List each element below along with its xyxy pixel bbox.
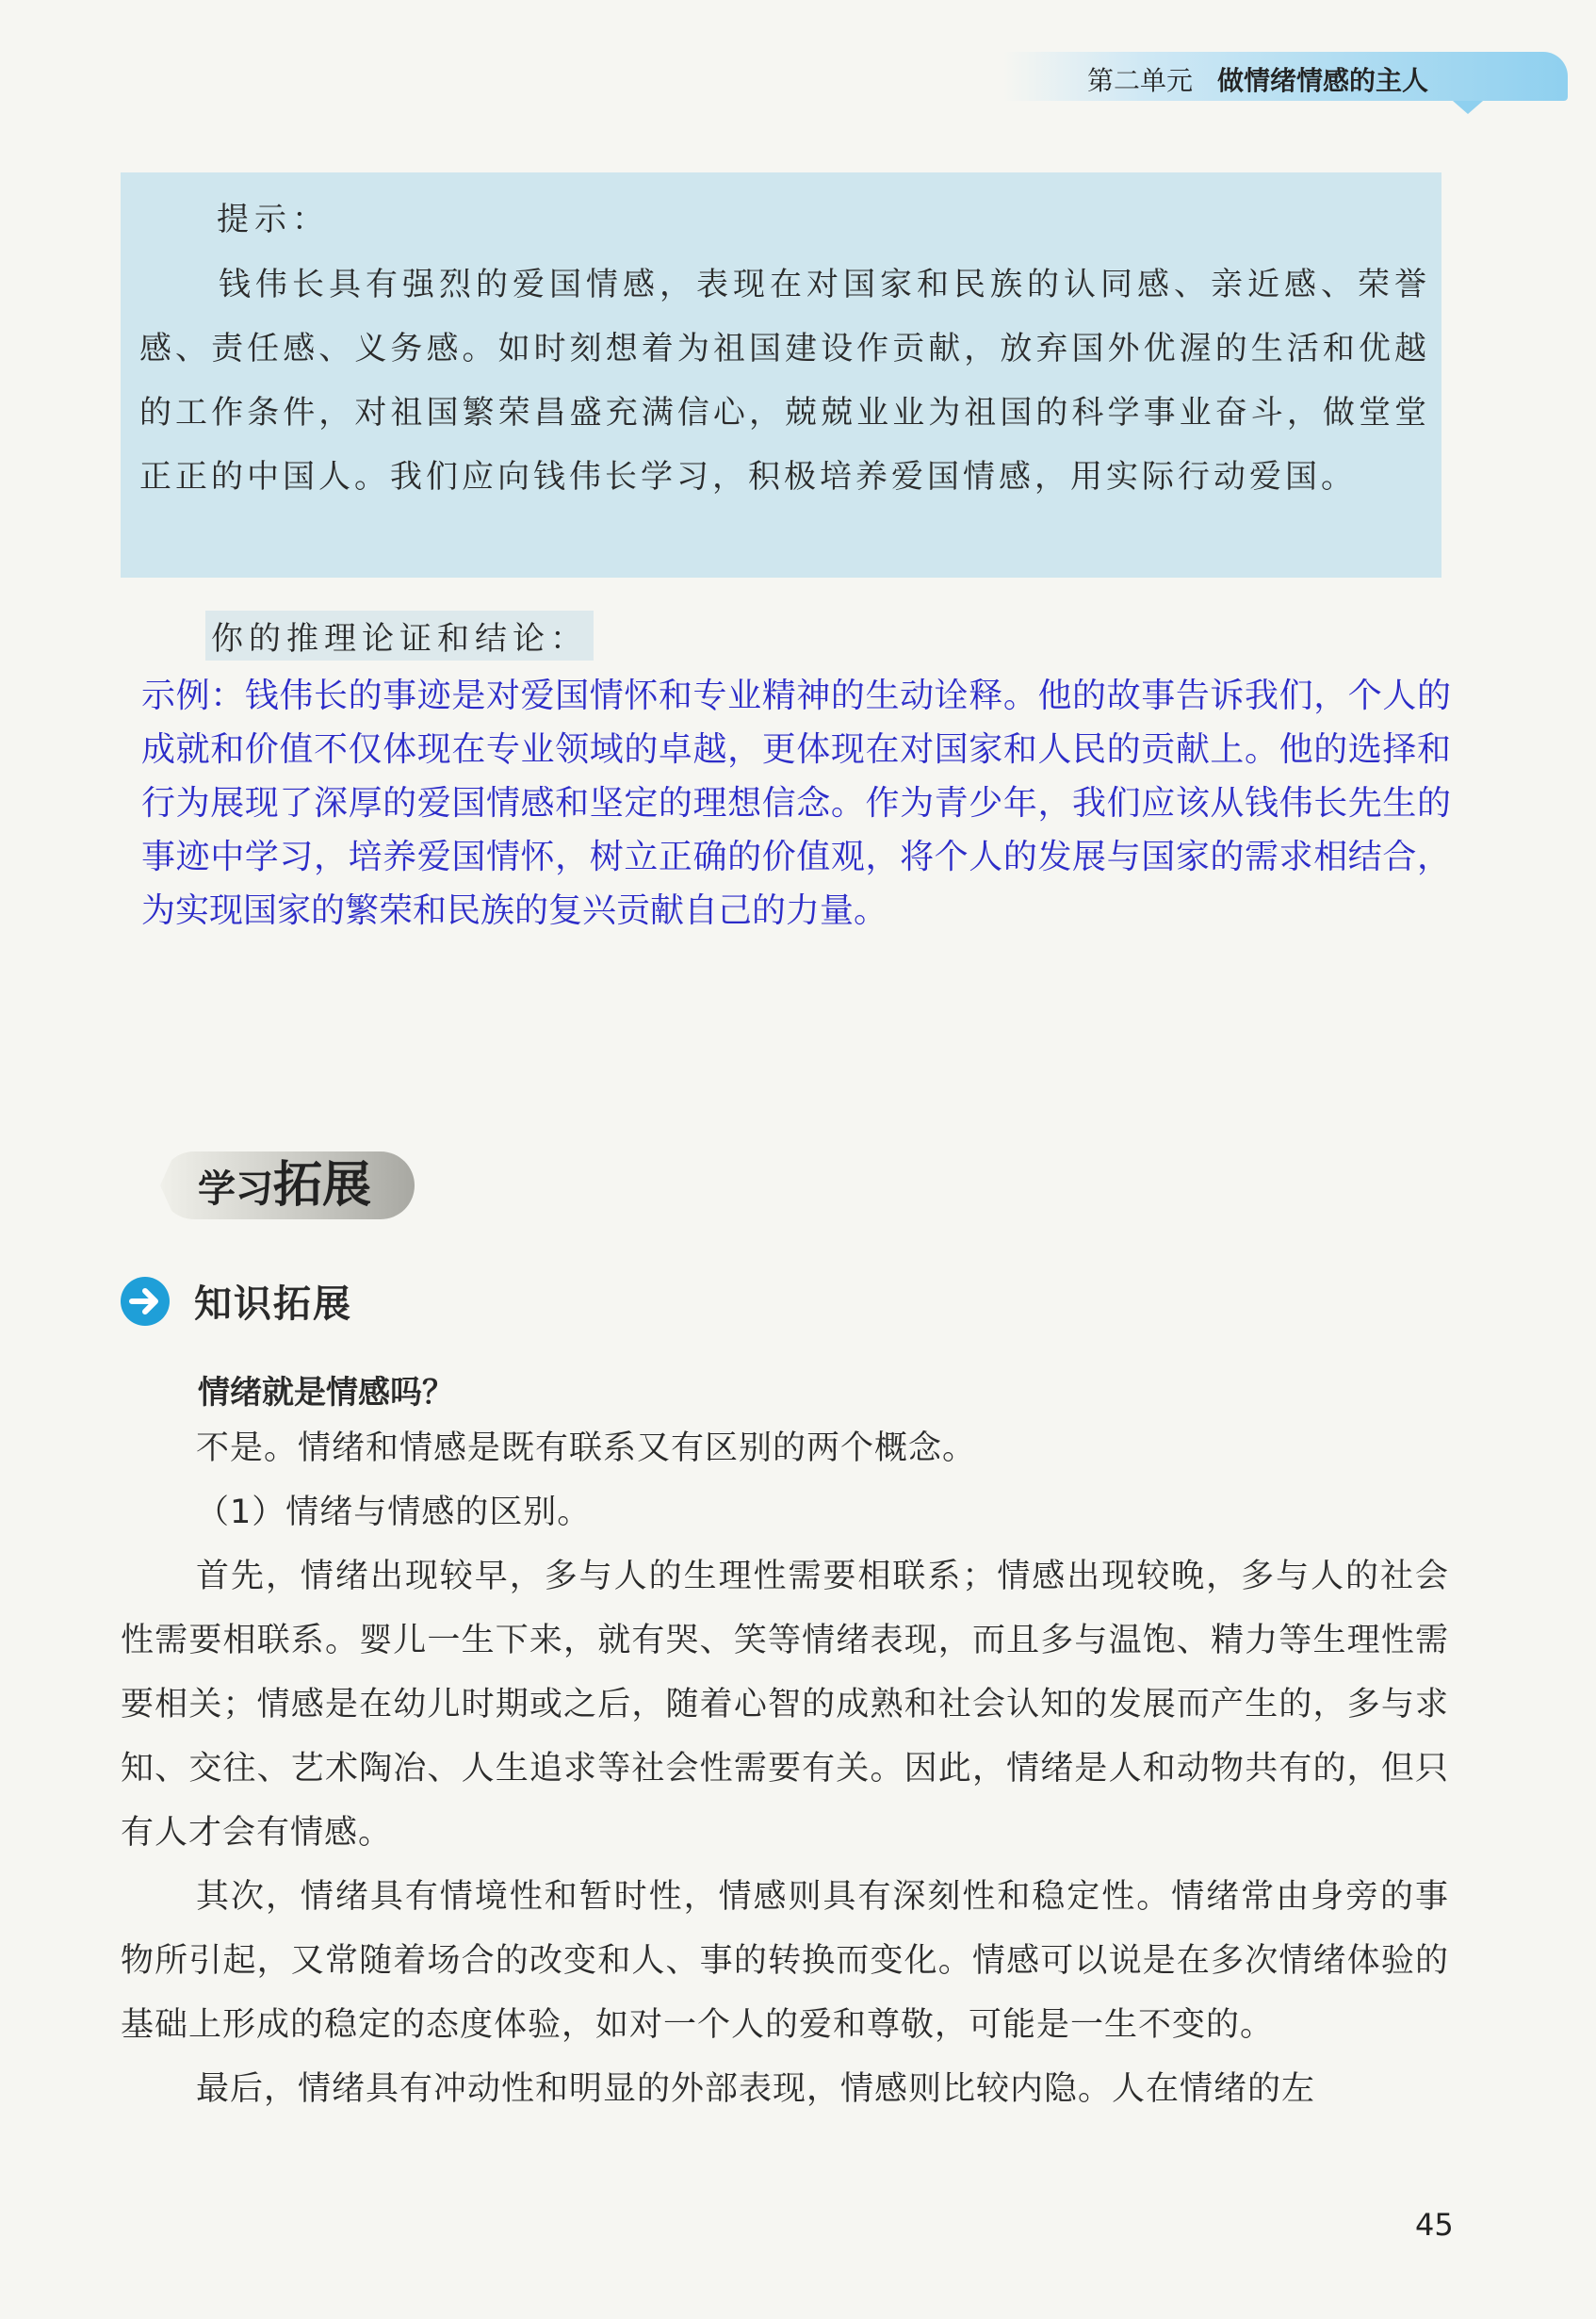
hint-paragraph: 钱伟长具有强烈的爱国情感，表现在对国家和民族的认同感、亲近感、荣誉感、责任感、义务感。如时刻想着为祖国建设作贡献，放弃国外优渥的生活和优越的工作条件，对祖国繁荣昌盛充满信心，兢兢业业为祖国的科学事业奋斗，做堂堂正正的中国人。我们应向钱伟长学习，积极培养爱国情感，用实际行动爱国。 <box>139 266 1430 496</box>
unit-title: 做情绪情感的主人 <box>1217 65 1429 96</box>
arrow-right-icon <box>121 1277 170 1326</box>
page-number: 45 <box>1415 2207 1454 2243</box>
question-heading: 情绪就是情感吗？ <box>198 1374 454 1412</box>
hint-label: 提示： <box>217 201 330 238</box>
body-paragraph-2: （1）情绪与情感的区别。 <box>196 1494 592 1531</box>
page-header <box>1002 52 1568 101</box>
body-text <box>121 1416 1449 2121</box>
banner-part1: 学习 <box>198 1168 273 1211</box>
body-paragraph-5: 最后，情绪具有冲动性和明显的外部表现，情感则比较内隐。人在情绪的左 <box>196 2070 1316 2108</box>
unit-label: 第二单元 <box>1087 65 1194 96</box>
reasoning-label: 你的推理论证和结论： <box>205 611 594 661</box>
header-text <box>1087 60 1428 98</box>
section-banner-text <box>198 1151 371 1219</box>
body-paragraph-3: 首先，情绪出现较早，多与人的生理性需要相联系；情感出现较晚，多与人的社会性需要相联系。婴儿一生下来，就有哭、笑等情绪表现，而且多与温饱、精力等生理性需要相关；情感是在幼儿时期或之后，随着心智的成熟和社会认知的发展而产生的，多与求知、交往、艺术陶冶、人生追求等社会性需要有关。因此，情绪是人和动物共有的，但只有人才会有情感。 <box>121 1558 1449 1852</box>
body-paragraph-4: 其次，情绪具有情境性和暂时性，情感则具有深刻性和稳定性。情绪常由身旁的事物所引起，又常随着场合的改变和人、事的转换而变化。情感可以说是在多次情绪体验的基础上形成的稳定的态度体验，如对一个人的爱和尊敬，可能是一生不变的。 <box>121 1878 1449 2044</box>
knowledge-heading: 知识拓展 <box>194 1282 352 1326</box>
header-tab-decoration <box>1453 101 1483 114</box>
banner-part2: 拓展 <box>273 1157 372 1214</box>
body-paragraph-1: 不是。情绪和情感是既有联系又有区别的两个概念。 <box>196 1429 977 1467</box>
reasoning-answer: 示例：钱伟长的事迹是对爱国情怀和专业精神的生动诠释。他的故事告诉我们，个人的成就和价值不仅体现在专业领域的卓越，更体现在对国家和人民的贡献上。他的选择和行为展现了深厚的爱国情感和坚定的理想信念。作为青少年，我们应该从钱伟长先生的事迹中学习，培养爱国情怀，树立正确的价值观，将个人的发展与国家的需求相结合，为实现国家的繁荣和民族的复兴贡献自己的力量。 <box>141 677 1451 930</box>
